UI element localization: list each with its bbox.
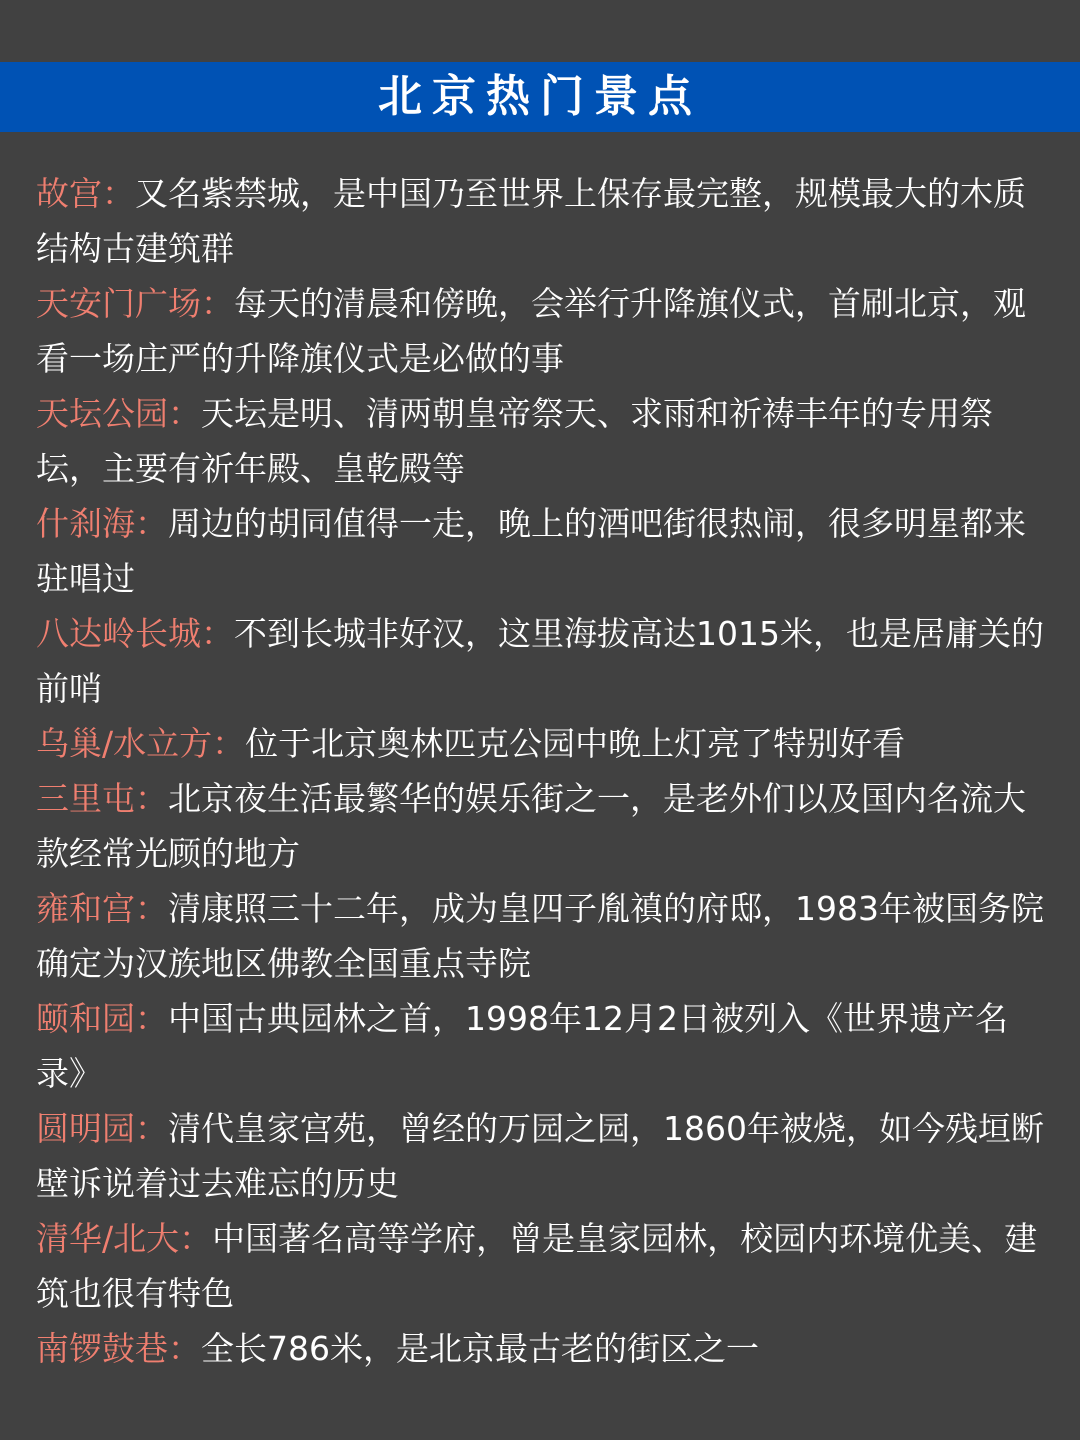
attraction-description: 周边的胡同值得一走，晚上的酒吧街很热闹，很多明星都来驻唱过	[36, 504, 1026, 598]
attraction-description: 每天的清晨和傍晚，会举行升降旗仪式，首刷北京，观看一场庄严的升降旗仪式是必做的事	[36, 284, 1026, 378]
name-separator: ：	[135, 889, 168, 928]
name-separator: ：	[135, 1109, 168, 1148]
attraction-description: 清康照三十二年，成为皇四子胤禛的府邸，1983年被国务院确定为汉族地区佛教全国重点寺院	[36, 889, 1044, 983]
attraction-description: 又名紫禁城，是中国乃至世界上保存最完整，规模最大的木质结构古建筑群	[36, 174, 1026, 268]
name-separator: ：	[135, 779, 168, 818]
name-separator: ：	[201, 614, 234, 653]
attraction-name: 八达岭长城	[36, 614, 201, 653]
attraction-item	[36, 386, 1046, 496]
attraction-name: 颐和园	[36, 999, 135, 1038]
attraction-item	[36, 276, 1046, 386]
attraction-list	[36, 166, 1046, 1376]
attraction-item	[36, 991, 1046, 1101]
attraction-item	[36, 1321, 1046, 1376]
attraction-name: 什刹海	[36, 504, 135, 543]
attraction-name: 三里屯	[36, 779, 135, 818]
attraction-description: 不到长城非好汉，这里海拔高达1015米，也是居庸关的前哨	[36, 614, 1044, 708]
attraction-item	[36, 716, 1046, 771]
title-bar	[0, 62, 1080, 132]
attraction-item	[36, 496, 1046, 606]
attraction-name: 天安门广场	[36, 284, 201, 323]
name-separator: ：	[212, 724, 246, 763]
attraction-name: 圆明园	[36, 1109, 135, 1148]
name-separator: ：	[168, 1329, 201, 1368]
attraction-item	[36, 1101, 1046, 1211]
name-separator: ：	[168, 394, 201, 433]
attraction-item	[36, 606, 1046, 716]
attraction-name: 天坛公园	[36, 394, 168, 433]
attraction-description: 中国著名高等学府，曾是皇家园林，校园内环境优美、建筑也很有特色	[36, 1219, 1038, 1313]
attraction-item	[36, 881, 1046, 991]
attraction-description: 北京夜生活最繁华的娱乐街之一，是老外们以及国内名流大款经常光顾的地方	[36, 779, 1026, 873]
attraction-description: 全长786米，是北京最古老的街区之一	[201, 1329, 759, 1368]
attraction-description: 天坛是明、清两朝皇帝祭天、求雨和祈祷丰年的专用祭坛，主要有祈年殿、皇乾殿等	[36, 394, 993, 488]
attraction-item	[36, 166, 1046, 276]
attraction-description: 位于北京奥林匹克公园中晚上灯亮了特别好看	[245, 724, 906, 763]
name-separator: ：	[179, 1219, 213, 1258]
attraction-description: 清代皇家宫苑，曾经的万园之园，1860年被烧，如今残垣断壁诉说着过去难忘的历史	[36, 1109, 1044, 1203]
attraction-name: 清华/北大	[36, 1219, 180, 1258]
name-separator: ：	[135, 504, 168, 543]
name-separator: ：	[135, 999, 168, 1038]
attraction-name: 南锣鼓巷	[36, 1329, 168, 1368]
attraction-name: 故宫	[36, 174, 102, 213]
attraction-name: 乌巢/水立方	[36, 724, 213, 763]
name-separator: ：	[201, 284, 234, 323]
name-separator: ：	[102, 174, 135, 213]
attraction-description: 中国古典园林之首，1998年12月2日被列入《世界遗产名录》	[36, 999, 1008, 1093]
attraction-item	[36, 1211, 1046, 1321]
attraction-name: 雍和宫	[36, 889, 135, 928]
page-title: 北京热门景点	[378, 71, 702, 122]
attraction-item	[36, 771, 1046, 881]
